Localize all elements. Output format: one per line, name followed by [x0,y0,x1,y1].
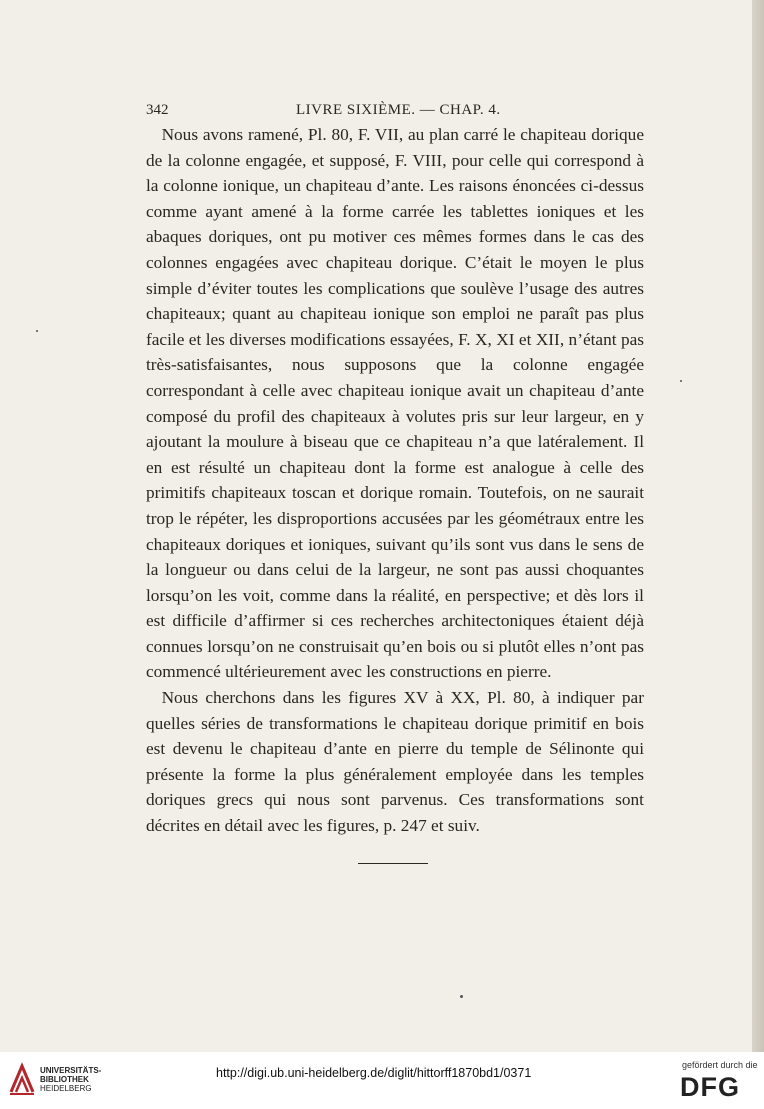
section-rule [358,863,428,864]
university-library-logo-icon [8,1062,36,1096]
page-edge [752,0,764,1052]
body-text [146,122,644,839]
funding-note: gefördert durch die [682,1060,758,1070]
library-name-line: UNIVERSITÄTS- [40,1066,102,1075]
dfg-logo: DFG [680,1072,740,1102]
library-name [40,1066,101,1093]
running-header [146,102,644,124]
paragraph: Nous avons ramené, Pl. 80, F. VII, au plan carré le chapiteau dorique de la colonne engagée, et supposé, F. VIII, pour celle qui correspond à la colonne ionique, un chapiteau d’ante. Les raisons énoncées ci-dessus comme ayant amené à la forme carrée les tablettes ioniques et les abaques doriques, ont pu motiver ces mêmes formes dans le cas des colonnes engagées avec chapiteau dorique. C’était le moyen le plus simple d’éviter toutes les complications que soulève l’usage des autres chapiteaux; quant au chapiteau ionique son emploi ne paraît pas plus facile et les diverses modifications essayées, F. X, XI et XII, n’étant pas très-satisfaisantes, nous supposons que la colonne engagée correspondant à celle avec chapiteau ionique avait un chapiteau d’ante composé du profil des chapiteaux à volutes pris sur leur largeur, en y ajoutant la moulure à biseau que ce chapiteau n’a que latéralement. Il en est résulté un chapiteau dont la forme est analogue à celle des primitifs chapiteaux toscan et dorique romain. Toutefois, on ne saurait trop le répéter, les disproportions accusées par les géométraux entre les chapiteaux doriques et ioniques, suivant qu’ils sont vus dans le sens de la longueur ou dans celui de la largeur, ne sont pas aussi choquantes lorsqu’on les voit, comme dans la réalité, en perspective; et dès lors il est difficile d’affirmer si ces recherches architectoniques étaient déjà connues lorsqu’on ne construisait qu’en bois ou si plutôt elles n’ont pas commencé ultérieurement avec les constructions en pierre. [146,125,644,682]
print-speck [36,330,38,332]
running-title: LIVRE SIXIÈME. — CHAP. 4. [296,102,501,118]
library-name-line: BIBLIOTHEK [40,1075,89,1084]
paragraph: Nous cherchons dans les figures XV à XX, Pl. 80, à indiquer par quelles séries de transformations le chapiteau dorique primitif en bois est devenu le chapiteau d’ante en pierre du temple de Sélinonte qui présente la forme la plus généralement employée dans les temples doriques grecs qui nous sont parvenus. Ces transformations sont décrites en détail avec les figures, p. 247 et suiv. [146,688,644,836]
print-speck [680,380,682,382]
print-speck [460,995,463,998]
permalink-url[interactable]: http://digi.ub.uni-heidelberg.de/diglit/hittorff1870bd1/0371 [216,1066,532,1080]
page-number: 342 [146,102,169,118]
footer-bar [0,1052,764,1109]
library-name-line: HEIDELBERG [40,1084,92,1093]
